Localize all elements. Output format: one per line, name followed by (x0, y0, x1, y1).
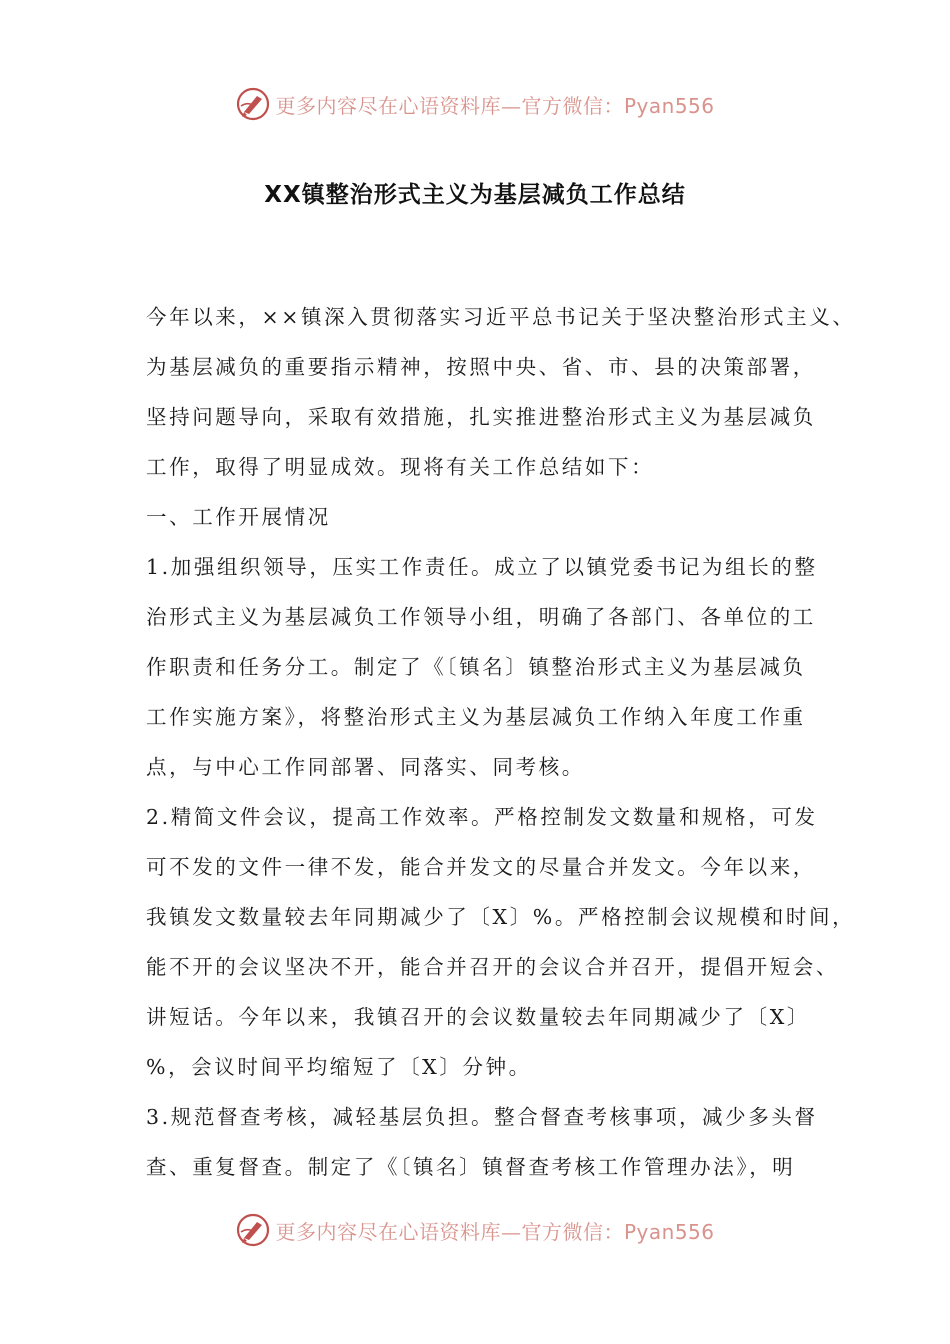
banner-text: 更多内容尽在心语资料库—官方微信：Pyan556 (275, 1219, 715, 1244)
document-body (146, 292, 856, 1192)
document-title: XX镇整治形式主义为基层减负工作总结 (264, 182, 686, 208)
body-line: 1.加强组织领导，压实工作责任。成立了以镇党委书记为组长的整 (146, 555, 818, 579)
section-heading: 一、工作开展情况 (146, 505, 331, 529)
wechat-id: Pyan556 (623, 1219, 715, 1244)
header-watermark-banner (0, 82, 950, 126)
body-line: 工作实施方案》，将整治形式主义为基层减负工作纳入年度工作重 (146, 705, 806, 729)
body-line: 讲短话。今年以来，我镇召开的会议数量较去年同期减少了〔X〕 (146, 1005, 810, 1029)
body-line: 治形式主义为基层减负工作领导小组，明确了各部门、各单位的工 (146, 605, 816, 629)
footer-watermark-banner (0, 1208, 950, 1252)
body-line: 查、重复督查。制定了《〔镇名〕镇督查考核工作管理办法》，明 (146, 1155, 796, 1179)
body-line: 今年以来，××镇深入贯彻落实习近平总书记关于坚决整治形式主义、 (146, 305, 856, 329)
banner-text: 更多内容尽在心语资料库—官方微信：Pyan556 (275, 93, 715, 118)
body-line: %，会议时间平均缩短了〔X〕分钟。 (146, 1055, 532, 1079)
body-line: 为基层减负的重要指示精神，按照中央、省、市、县的决策部署， (146, 355, 816, 379)
body-line: 点，与中心工作同部署、同落实、同考核。 (146, 755, 585, 779)
body-line: 工作，取得了明显成效。现将有关工作总结如下： (146, 455, 655, 479)
pen-logo-icon (235, 86, 271, 122)
wechat-id: Pyan556 (623, 93, 715, 118)
body-line: 坚持问题导向，采取有效措施，扎实推进整治形式主义为基层减负 (146, 405, 816, 429)
body-line: 可不发的文件一律不发，能合并发文的尽量合并发文。今年以来， (146, 855, 816, 879)
body-line: 3.规范督查考核，减轻基层负担。整合督查考核事项，减少多头督 (146, 1105, 818, 1129)
pen-logo-icon (235, 1212, 271, 1248)
body-line: 2.精简文件会议，提高工作效率。严格控制发文数量和规格，可发 (146, 805, 818, 829)
body-line: 我镇发文数量较去年同期减少了〔X〕%。严格控制会议规模和时间， (146, 905, 856, 929)
body-line: 作职责和任务分工。制定了《〔镇名〕镇整治形式主义为基层减负 (146, 655, 806, 679)
body-line: 能不开的会议坚决不开，能合并召开的会议合并召开，提倡开短会、 (146, 955, 839, 979)
